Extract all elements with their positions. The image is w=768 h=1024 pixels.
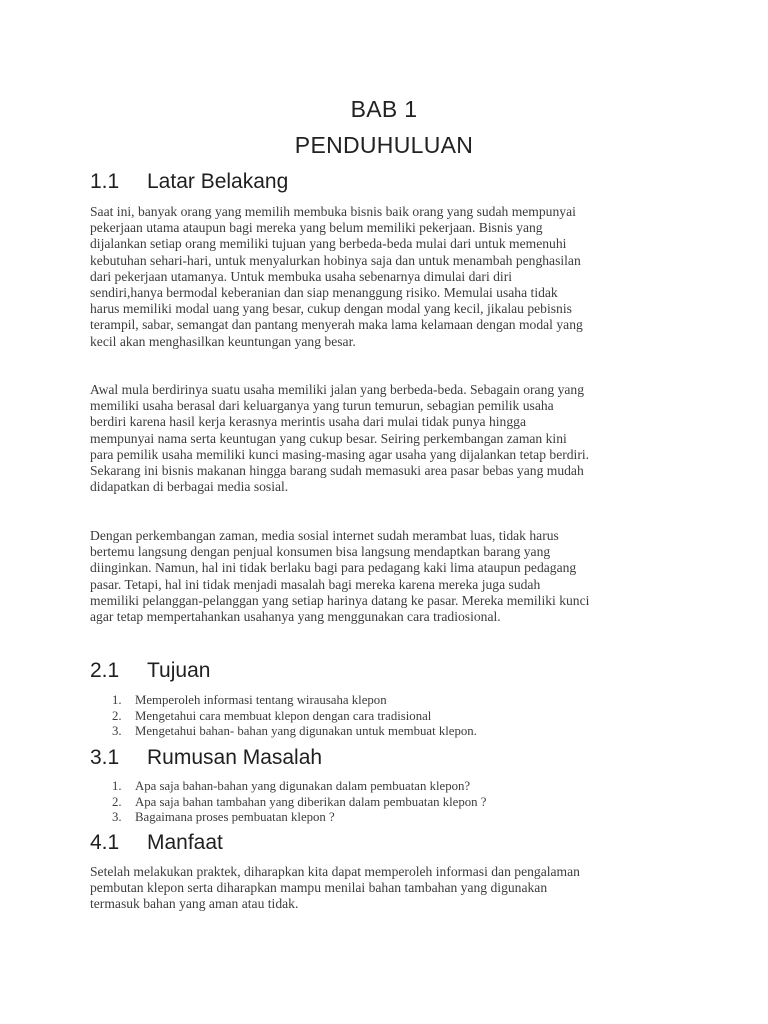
section-number: 2.1 [90, 659, 120, 682]
list-item [112, 795, 486, 811]
section-heading-tujuan [90, 659, 210, 683]
paragraph-line: pekerjaan utama ataupun bagi mereka yang belum memiliki pekerjaan. Bisnis yang [90, 220, 543, 236]
paragraph-line: memiliki pelanggan-pelanggan yang setiap harinya datang ke pasar. Mereka memiliki kunci [90, 592, 590, 608]
paragraph-line: pasar. Tetapi, hal ini tidak menjadi masalah bagi mereka karena mereka juga sudah [90, 576, 541, 592]
paragraph-line: pembutan klepon serta diharapkan mampu menilai bahan tambahan yang digunakan [90, 880, 548, 896]
paragraph-line: Dengan perkembangan zaman, media sosial internet sudah merambat luas, tidak harus [90, 528, 559, 543]
paragraph-line: Saat ini, banyak orang yang memilih membuka bisnis baik orang yang sudah mempunyai [90, 204, 576, 219]
paragraph-line: harus memiliki modal uang yang besar, cukup dengan modal yang kecil, jikalau pebisnis [90, 301, 572, 317]
paragraph-latar-belakang-1 [90, 204, 690, 350]
section-number: 4.1 [90, 831, 120, 854]
paragraph-line: kebutuhan sehari-hari, untuk menyalurkan hobinya saja dan untuk menambah penghasilan [90, 252, 581, 268]
section-heading-rumusan-masalah [90, 746, 322, 770]
list-item-number: 3. [112, 724, 122, 738]
paragraph-line: Setelah melakukan praktek, diharapkan kita dapat memperoleh informasi dan pengalaman [90, 864, 580, 879]
paragraph-line: memiliki usaha berasal dari keluarganya yang turun temurun, sebagian pemilik usaha [90, 398, 554, 414]
paragraph-line: berdiri karena hasil kerja kerasnya merintis usaha dari mulai tidak punya hingga [90, 414, 526, 430]
paragraph-line: terampil, sabar, semangat dan pantang menyerah maka lama kelamaan dengan modal yang [90, 317, 583, 333]
list-item-text: Memperoleh informasi tentang wirausaha klepon [135, 693, 387, 707]
paragraph-line: Awal mula berdirinya suatu usaha memiliki jalan yang berbeda-beda. Sebagain orang yang [90, 382, 585, 397]
list-item-text: Mengetahui bahan- bahan yang digunakan untuk membuat klepon. [135, 724, 477, 738]
paragraph-line: agar tetap mempertahankan usahanya yang menggunakan cara tradiosional. [90, 609, 501, 625]
tujuan-list [112, 693, 477, 740]
rumusan-masalah-list [112, 779, 486, 826]
section-number: 1.1 [90, 170, 120, 193]
paragraph-line: bertemu langsung dengan penjual konsumen bisa langsung mendaptkan barang yang [90, 544, 551, 560]
list-item-text: Bagaimana proses pembuatan klepon ? [135, 810, 335, 824]
paragraph-latar-belakang-3 [90, 528, 690, 625]
paragraph-line: kecil akan menghasilkan keuntungan yang besar. [90, 333, 356, 349]
list-item-text: Apa saja bahan-bahan yang digunakan dalam pembuatan klepon? [135, 779, 471, 793]
list-item [112, 693, 477, 709]
section-title: Tujuan [147, 659, 211, 682]
list-item [112, 779, 486, 795]
list-item-number: 2. [112, 708, 122, 723]
list-item-number: 2. [112, 794, 122, 809]
section-heading-latar-belakang [90, 170, 288, 194]
paragraph-line: didapatkan di berbagai media sosial. [90, 479, 289, 495]
section-title: Latar Belakang [147, 170, 289, 193]
paragraph-line: mempunyai nama serta keuntugan yang cukup besar. Seiring perkembangan zaman kini [90, 430, 567, 446]
section-title: Manfaat [147, 831, 223, 854]
list-item [112, 709, 477, 725]
section-heading-manfaat [90, 831, 223, 855]
paragraph-line: dari pekerjaan utamanya. Untuk membuka usaha sebenarnya dimulai dari diri [90, 268, 513, 284]
section-title: Rumusan Masalah [147, 746, 323, 769]
list-item [112, 724, 477, 740]
list-item-number: 1. [112, 693, 122, 707]
chapter-title: PENDUHULUAN [294, 132, 474, 158]
list-item [112, 810, 486, 826]
paragraph-manfaat [90, 864, 690, 913]
list-item-text: Apa saja bahan tambahan yang diberikan dalam pembuatan klepon ? [135, 794, 487, 809]
paragraph-line: sendiri,hanya bermodal keberanian dan siap menanggung risiko. Memulai usaha tidak [90, 285, 558, 301]
paragraph-line: para pemilik usaha memiliki kunci masing-masing agar usaha yang dijalankan tetap berdiri. [90, 446, 590, 462]
paragraph-line: termasuk bahan yang aman atau tidak. [90, 896, 299, 912]
list-item-text: Mengetahui cara membuat klepon dengan cara tradisional [135, 708, 432, 723]
paragraph-line: Sekarang ini bisnis makanan hingga barang sudah memasuki area pasar bebas yang mudah [90, 463, 584, 479]
paragraph-latar-belakang-2 [90, 382, 690, 495]
list-item-number: 3. [112, 810, 122, 824]
paragraph-line: dijalankan setiap orang memiliki tujuan yang berbeda-beda mulai dari untuk memenuhi [90, 236, 567, 252]
list-item-number: 1. [112, 779, 122, 793]
paragraph-line: diinginkan. Namun, hal ini tidak berlaku bagi para pedagang kaki lima ataupun pedagang [90, 560, 577, 576]
chapter-number: BAB 1 [350, 96, 418, 122]
section-number: 3.1 [90, 746, 120, 769]
